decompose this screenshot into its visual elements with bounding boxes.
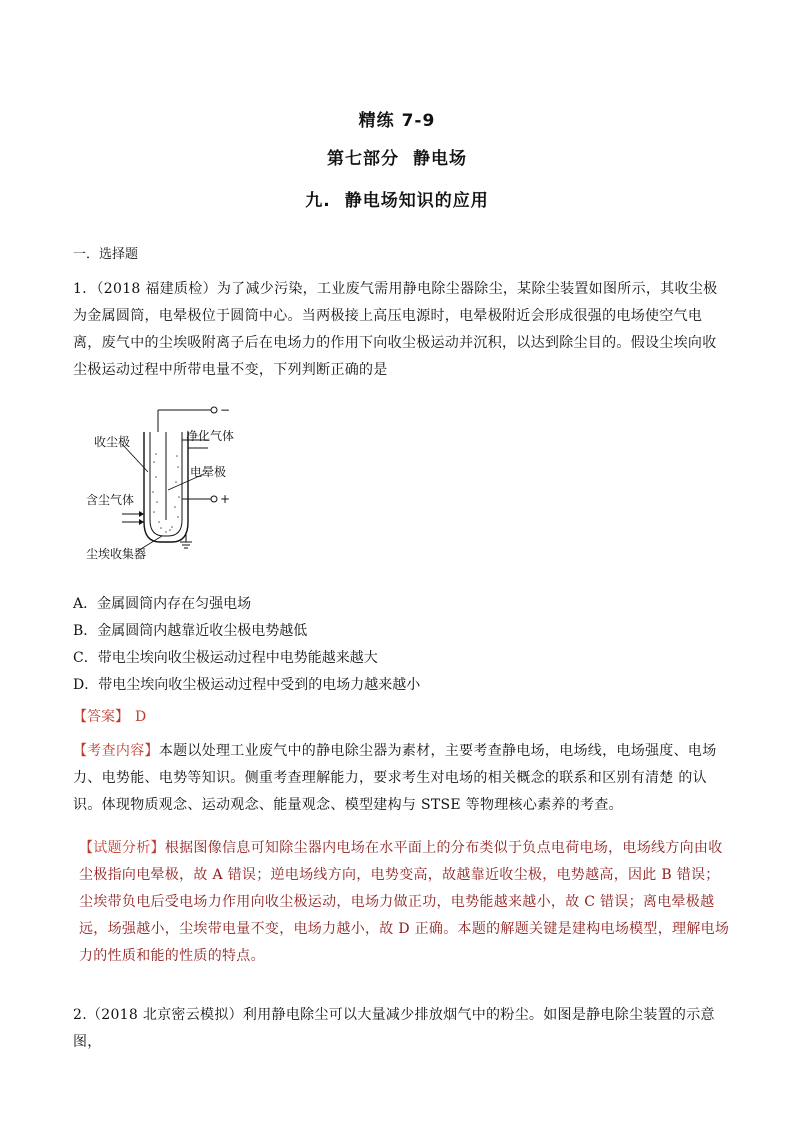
question-1-text: 1．（2018 福建质检）为了减少污染，工业废气需用静电除尘器除尘，某除尘装置如图所示，其收尘极为金属圆筒，电晕极位于圆筒中心。当两极接上高压电源时，电晕极附近会形成很强的电场使空气电离，废气中的尘埃吸附离子后在电场力的作用下向收尘极运动并沉积，以达到除尘目的。假设尘埃向收尘极运动过程中所带电量不变，下列判断正确的是 bbox=[73, 281, 718, 378]
analysis-label: 【试题分析】 bbox=[79, 840, 165, 856]
chapter-number: 九. bbox=[305, 191, 331, 211]
chapter-title bbox=[0, 186, 794, 211]
analysis-text: 根据图像信息可知除尘器内电场在水平面上的分布类似于负点电荷电场，电场线方向由收尘极指向电晕极，故 A 错误；逆电场线方向，电势变高，故越靠近收尘极，电势越高，因此 B 错误；尘埃带负电后受电场力作用向收尘极运动，电场力做正功，电势能越来越小，故 C 错误；离电晕极越远，场强越小，尘埃带电量不变，电场力越小，故 D 正确。本题的解题关键是建构电场模型，理解电场力的性质和能的性质的特点。 bbox=[79, 840, 730, 964]
answer-value: D bbox=[135, 709, 147, 725]
label-corona: 电晕极 bbox=[190, 465, 227, 479]
electrostatic-precipitator-diagram bbox=[86, 402, 266, 574]
minus-sign: − bbox=[220, 403, 231, 417]
part-title bbox=[0, 144, 794, 169]
examined-content-label: 【考查内容】 bbox=[73, 743, 159, 759]
option-d: D．带电尘埃向收尘极运动过程中受到的电场力越来越小 bbox=[73, 677, 421, 693]
option-c: C．带电尘埃向收尘极运动过程中电势能越来越大 bbox=[73, 650, 378, 666]
label-collector: 收尘极 bbox=[94, 435, 131, 449]
answer-line bbox=[73, 706, 146, 726]
section-heading: 一．选择题 bbox=[73, 247, 139, 262]
chapter-name: 静电场知识的应用 bbox=[344, 191, 489, 211]
option-b: B．金属圆筒内越靠近收尘极电势越低 bbox=[73, 623, 308, 639]
answer-label: 【答案】 bbox=[73, 709, 129, 725]
examined-content bbox=[73, 738, 723, 819]
label-clean-gas: 净化气体 bbox=[186, 429, 235, 443]
plus-sign: + bbox=[220, 492, 231, 506]
question-2-text: 2.（2018 北京密云模拟）利用静电除尘可以大量减少排放烟气中的粉尘。如图是静电除尘装置的示意图， bbox=[73, 1007, 715, 1050]
analysis bbox=[79, 835, 733, 970]
examined-content-text: 本题以处理工业废气中的静电除尘器为素材，主要考查静电场，电场线，电场强度、电场力、电势能、电势等知识。侧重考查理解能力，要求考生对电场的相关概念的联系和区别有清楚 的认识。体现物质观念、运动观念、能量观念、模型建构与 STSE 等物理核心素养的考查。 bbox=[73, 743, 717, 813]
label-dusty-gas: 含尘气体 bbox=[86, 493, 135, 507]
exercise-code: 精练 7-9 bbox=[358, 111, 436, 131]
label-dust-bin: 尘埃收集器 bbox=[86, 547, 147, 561]
part-number: 第七部分 bbox=[327, 149, 399, 169]
option-a: A．金属圆筒内存在匀强电场 bbox=[73, 596, 252, 612]
part-name: 静电场 bbox=[413, 149, 467, 169]
